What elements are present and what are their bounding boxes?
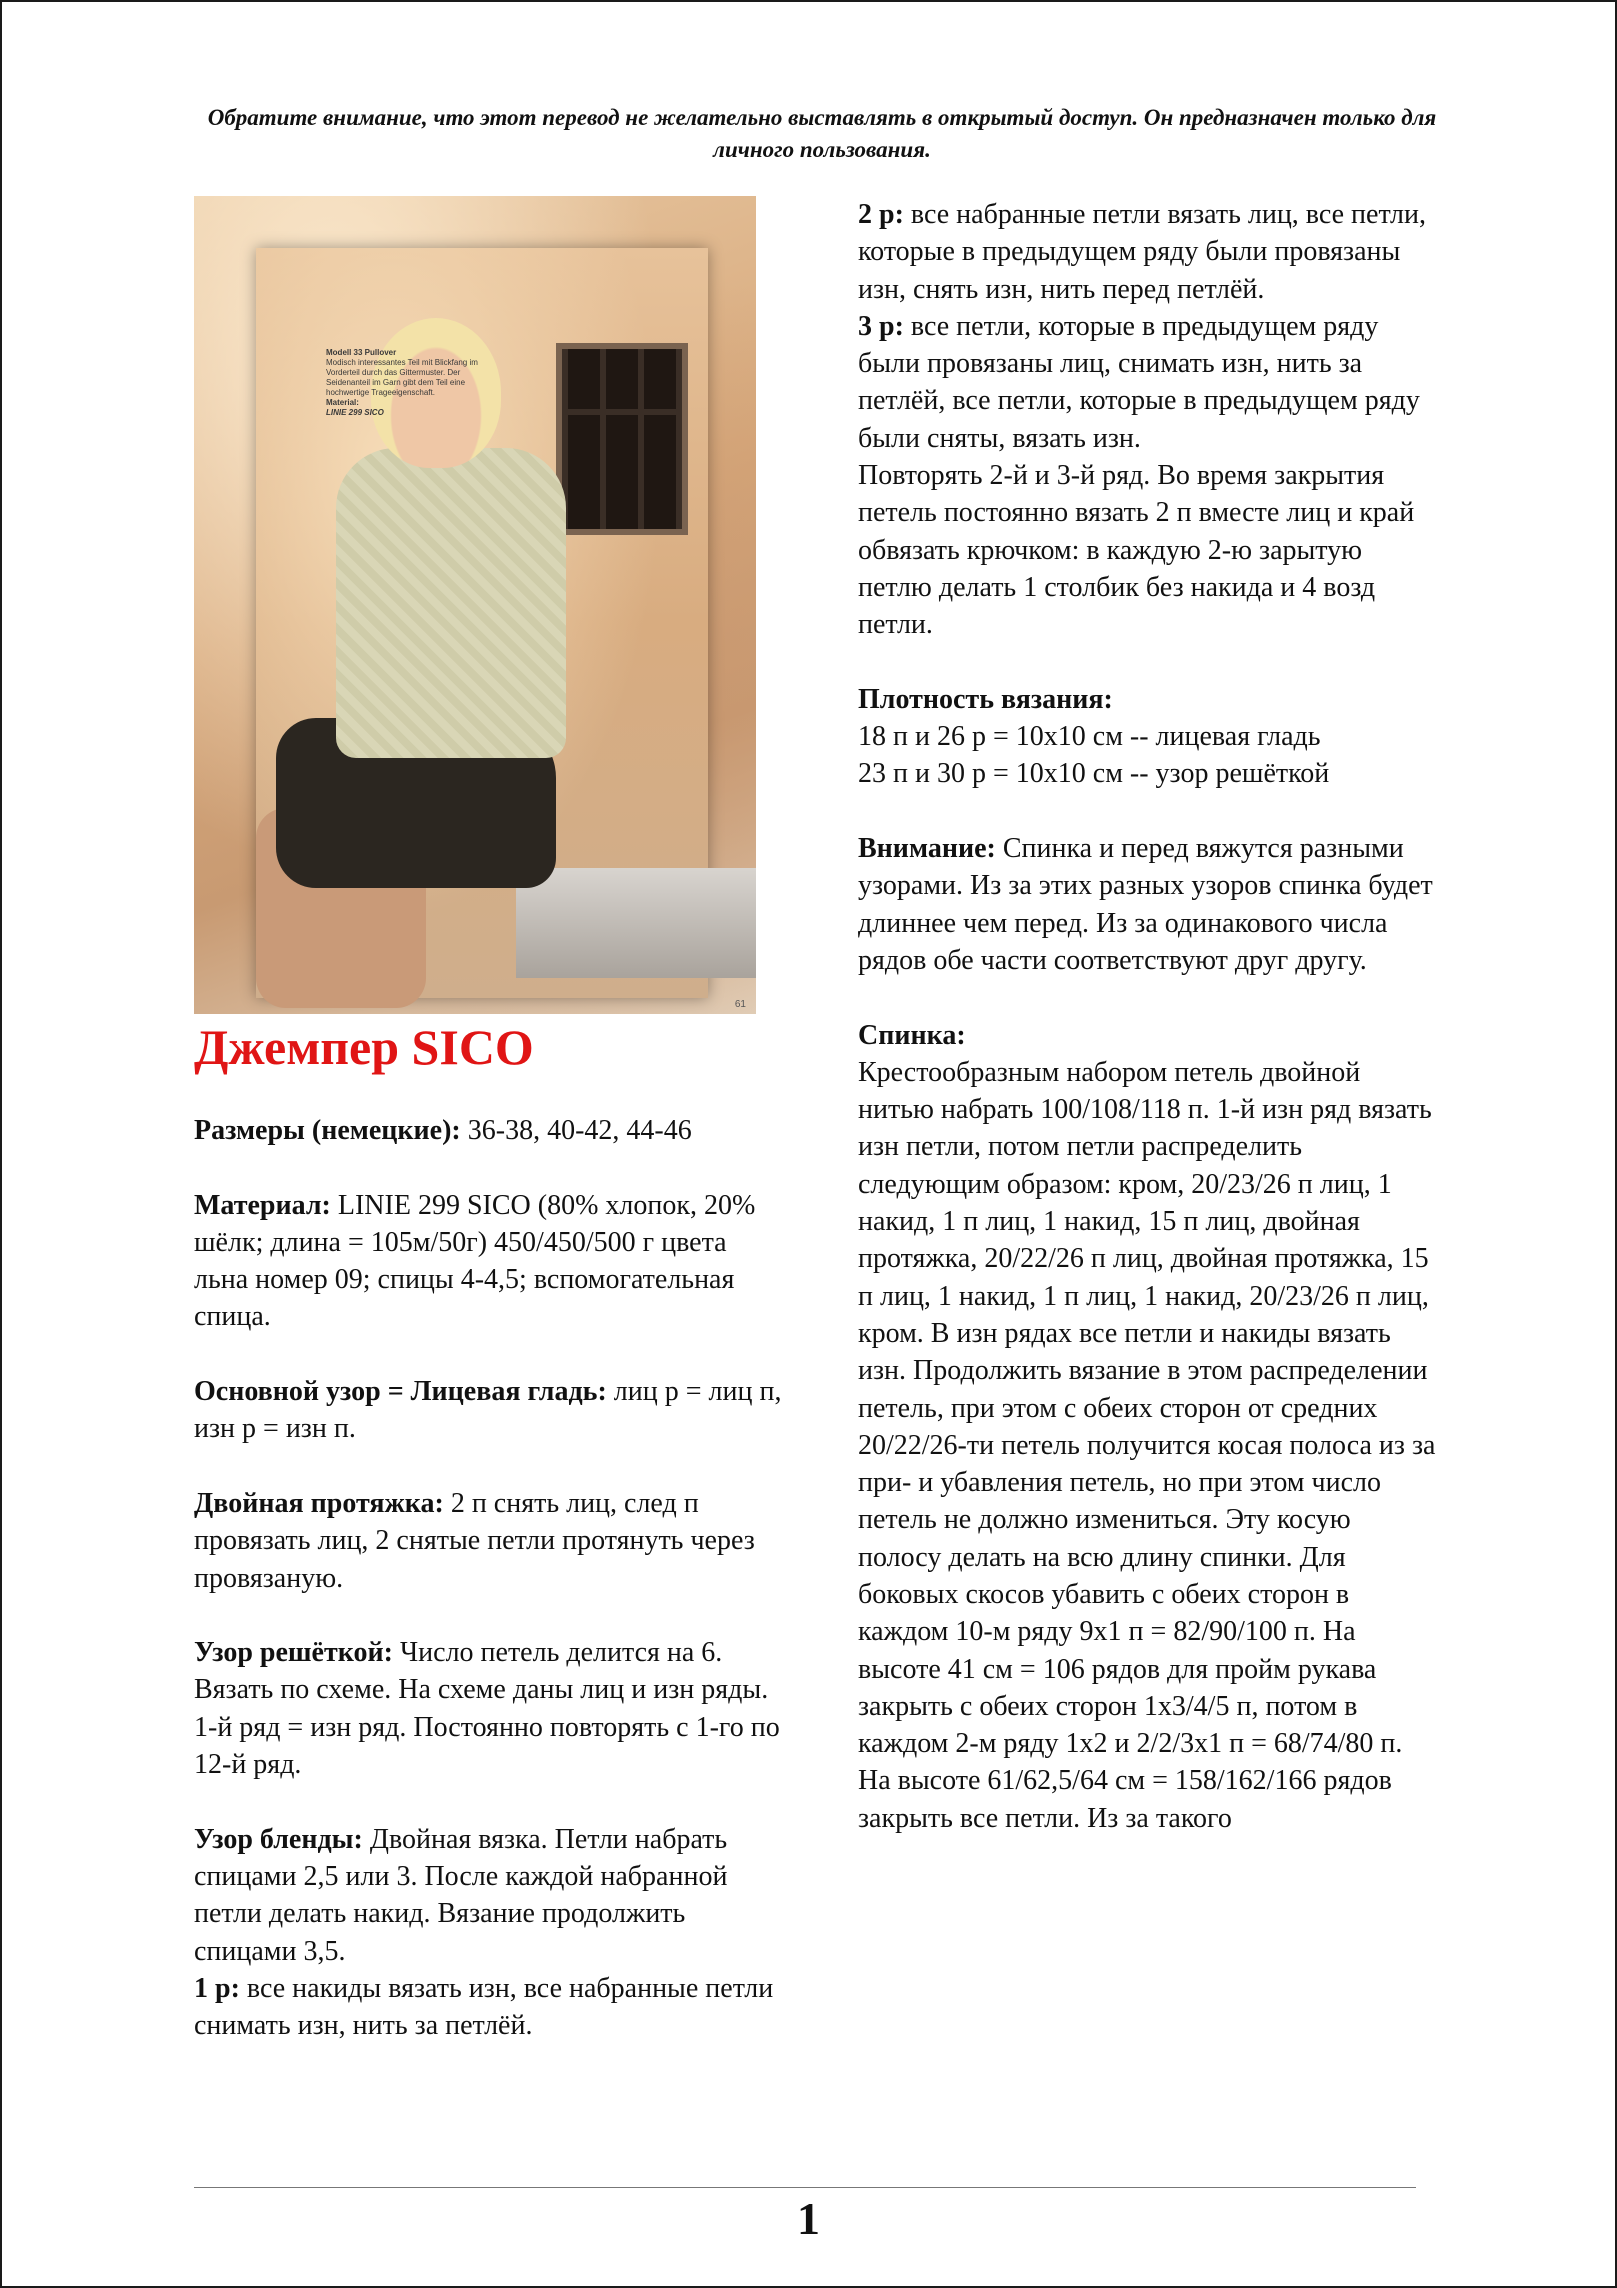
photo-page-number: 61 [734,999,746,1010]
sizes-label: Размеры (немецкие): [194,1115,461,1146]
footer-divider [194,2187,1416,2188]
page-title: Джемпер SICO [194,1019,534,1075]
left-column [194,1112,784,2044]
back-heading [858,1017,1438,1054]
facing-text: Двойная вязка. Петли набрать спицами 2,5 или 3. После каждой набранной петли делать накид. Вязание продолжить спицами 3,5. [194,1823,728,1967]
translation-notice: Обратите внимание, что этот перевод не желательно выставлять в открытый доступ. Он предназначен только для личного пользования. [207,105,1437,162]
row2-text: все набранные петли вязать лиц, все петли, которые в предыдущем ряду были провязаны изн, снять изн, нить перед петлёй. [858,199,1426,305]
window-decoration [556,343,688,535]
sizes-paragraph [194,1112,784,1149]
sizes-text: 36-38, 40-42, 44-46 [460,1115,692,1146]
material-label: Материал: [194,1189,331,1221]
back-paragraph: Крестообразным набором петель двойной нитью набрать 100/108/118 п. 1-й изн ряд вязать изн петли, потом петли распределить следующим образом: кром, 20/23/26 п лиц, 1 накид, 1 п лиц, 1 накид, 15 п лиц, двойная протяжка, 20/22/26 п лиц, двойная протяжка, 15 п лиц, 1 накид, 1 п лиц, 1 накид, 20/23/26 п лиц, кром. В изн рядах все петли и накиды вязать изн. Продолжить вязание в этом распределении петель, при этом с обеих сторон от средних 20/22/26-ти петель получится косая полоса из за при- и убавления петель, но при этом число петель не должно измениться. Эту косую полосу делать на всю длину спинки. Для боковых скосов убавить с обеих сторон в каждом 10-м ряду 9х1 п = 82/90/100 п. На высоте 41 см = 106 рядов для пройм рукава закрыть с обеих сторон 1х3/4/5 п, потом в каждом 2-м ряду 1х2 и 2/2/3х1 п = 68/74/80 п. На высоте 61/62,5/64 см = 158/162/166 рядов закрыть все петли. Из за такого [858,1056,1436,1834]
attention-paragraph [858,830,1438,979]
row1-label: 1 р: [194,1972,240,2004]
attention-text: Спинка и перед вяжутся разными узорами. Из за этих разных узоров спинка будет длиннее чем перед. Из за одинакового числа рядов обе части соответствуют друг другу. [858,833,1433,976]
row2-paragraph [858,196,1438,308]
material-text: LINIE 299 SICO (80% хлопок, 20% шёлк; длина = 105м/50г) 450/450/500 г цвета льна номер 09; спицы 4-4,5; вспомогательная спица. [194,1189,756,1333]
double-decrease-text: 2 п снять лиц, след п провязать лиц, 2 снятые петли протянуть через провязаную. [194,1487,755,1594]
repeat-paragraph: Повторять 2-й и 3-й ряд. Во время закрытия петель постоянно вязать 2 п вместе лиц и край обвязать крючком: в каждую 2-ю зарытую петлю делать 1 столбик без накида и 4 возд петли. [858,460,1415,641]
facing-paragraph [194,1821,784,1970]
main-pattern-paragraph [194,1373,784,1448]
photo-caption-material: LINIE 299 SICO [326,408,384,417]
row3-label: 3 р: [858,310,904,342]
lattice-paragraph [194,1634,784,1783]
gauge-label: Плотность вязания: [858,683,1113,715]
material-paragraph [194,1187,784,1336]
attention-label: Внимание: [858,833,996,865]
stone-bench [516,868,756,978]
row1-text: все накиды вязать изн, все набранные петли снимать изн, нить за петлёй. [194,1972,774,2042]
double-decrease-label: Двойная протяжка: [194,1487,444,1519]
row3-paragraph [858,308,1438,457]
photo-caption-title: Modell 33 Pullover [326,348,397,357]
page-number: 1 [797,2193,820,2244]
main-pattern-label: Основной узор = Лицевая гладь: [194,1376,607,1408]
double-decrease-paragraph [194,1485,784,1597]
model-sweater [336,448,566,758]
lattice-text: Число петель делится на 6. Вязать по схеме. На схеме даны лиц и изн ряды. 1-й ряд = изн ряд. Постоянно повторять с 1-го по 12-й ряд. [194,1637,780,1781]
lattice-label: Узор решёткой: [194,1637,393,1669]
photo-caption-material-label: Material: [326,398,359,407]
row2-label: 2 р: [858,199,904,230]
back-label: Спинка: [858,1019,966,1051]
magazine-page-image [256,248,708,998]
gauge-heading [858,681,1438,718]
facing-label: Узор бленды: [194,1823,363,1855]
main-pattern-text: лиц р = лиц п, изн р = изн п. [194,1376,782,1445]
row3-text: все петли, которые в предыдущем ряду были провязаны лиц, снимать изн, нить за петлёй, все петли, которые в предыдущем ряду были сняты, вязать изн. [858,310,1420,454]
row1-paragraph [194,1970,784,2045]
right-column [858,196,1438,1837]
gauge-line-lattice: 23 п и 30 р = 10х10 см -- узор решёткой [858,758,1330,790]
model-photo [194,196,756,1014]
photo-caption-text: Modisch interessantes Teil mit Blickfang im Vorderteil durch das Gittermuster. Der Seidenanteil im Garn gibt dem Teil eine hochwertige Trageeigenschaft. [326,358,478,397]
photo-caption [326,348,486,418]
gauge-line-stockinette: 18 п и 26 р = 10х10 см -- лицевая гладь [858,721,1321,753]
